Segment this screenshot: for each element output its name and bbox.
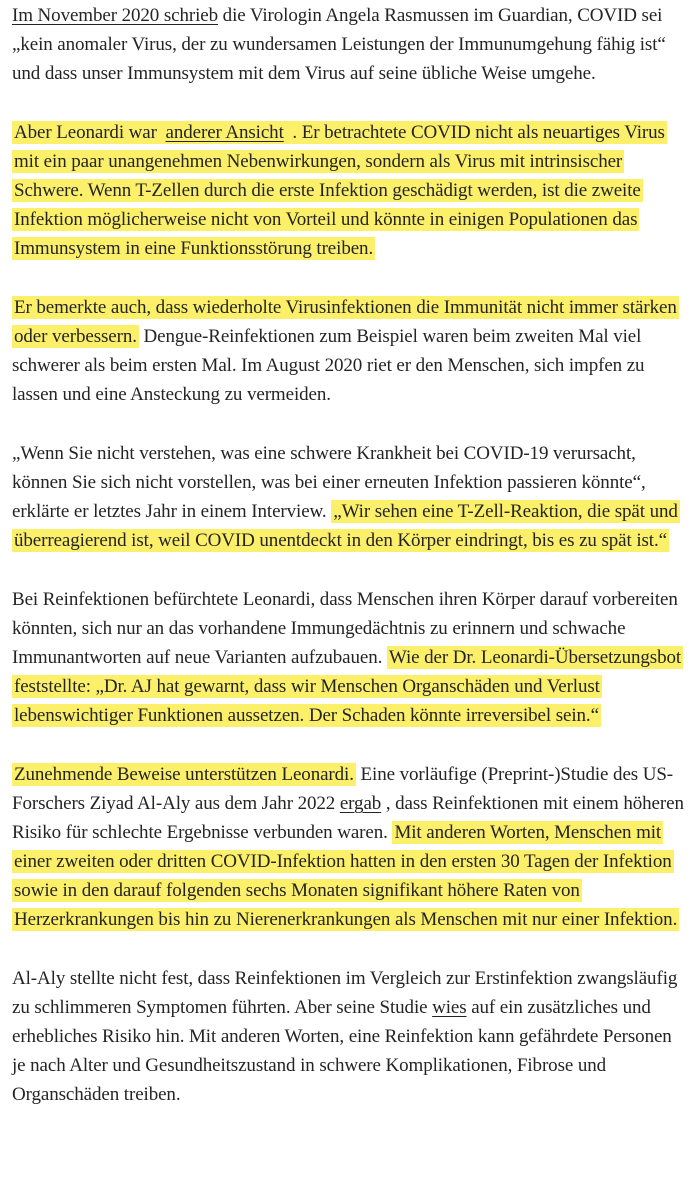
paragraph-4 xyxy=(12,439,686,555)
highlight-6a: Zunehmende Beweise unterstützen Leonardi. xyxy=(14,764,354,785)
link-wies[interactable]: wies xyxy=(432,997,467,1018)
highlight-6b: Mit anderen Worten, Menschen mit einer zweiten oder dritten COVID-Infektion hatten in den ersten 30 Tagen der Infektion sowie in den darauf folgenden sechs Monaten signifikant höhere Raten von Herzerkrankungen bis hin zu Nierenerkrankungen als Menschen mit nur einer Infektion. xyxy=(14,822,678,930)
paragraph-7-text-a: Al-Aly stellte nicht fest, dass Reinfektionen im Vergleich zur Erstinfektion zwangsläufig zu schlimmeren Symptomen führten. Aber seine Studie xyxy=(12,968,678,1018)
link-november-2020[interactable]: Im November 2020 schrieb xyxy=(12,5,219,26)
link-anderer-ansicht[interactable]: anderer Ansicht xyxy=(165,122,284,143)
highlight-4: „Wir sehen eine T-Zell-Reaktion, die spät und überreagierend ist, weil COVID unentdeckt in den Körper eindringt, bis es zu spät ist.“ xyxy=(14,501,678,551)
paragraph-1 xyxy=(12,1,686,88)
paragraph-5-text: Bei Reinfektionen befürchtete Leonardi, dass Menschen ihren Körper darauf vorbereiten könnten, sich nur an das vorhandene Immungedächtnis zu erinnern und schwache Immunantworten auf neue Varianten aufzubauen. xyxy=(12,589,678,668)
paragraph-7-text-b: auf ein zusätzliches und erhebliches Risiko hin. Mit anderen Worten, eine Reinfektion kann gefährdete Personen je nach Alter und Gesundheitszustand in schwere Komplikationen, Fibrose und Organschäden treiben. xyxy=(12,997,672,1105)
paragraph-3 xyxy=(12,293,686,409)
paragraph-6-text-a: Eine vorläufige (Preprint-)Studie des US-Forschers Ziyad Al-Aly aus dem Jahr 2022 xyxy=(12,764,674,814)
highlight-2a: Aber Leonardi war xyxy=(14,122,162,143)
paragraph-7 xyxy=(12,964,686,1109)
link-ergab[interactable]: ergab xyxy=(339,793,382,814)
paragraph-3-text: Dengue-Reinfektionen zum Beispiel waren beim zweiten Mal viel schwerer als beim ersten Mal. Im August 2020 riet er den Menschen, sich impfen zu lassen und eine Ansteckung zu vermeiden. xyxy=(12,326,645,405)
highlight-5: Wie der Dr. Leonardi-Übersetzungsbot feststellte: „Dr. AJ hat gewarnt, dass wir Menschen Organschäden und Verlust lebenswichtiger Funktionen aussetzen. Der Schaden könnte irreversibel sein.“ xyxy=(14,647,682,726)
highlight-2b: . Er betrachtete COVID nicht als neuartiges Virus mit ein paar unangenehmen Nebenwirkungen, sondern als Virus mit intrinsischer Schwere. Wenn T-Zellen durch die erste Infektion geschädigt werden, ist die zweite Infektion möglicherweise nicht von Vorteil und könnte in einigen Populationen das Immunsystem in eine Funktionsstörung treiben. xyxy=(14,122,665,259)
paragraph-4-text: „Wenn Sie nicht verstehen, was eine schwere Krankheit bei COVID-19 verursacht, können Sie sich nicht vorstellen, was bei einer erneuten Infektion passieren könnte“, erklärte er letztes Jahr in einem Interview. xyxy=(12,443,646,522)
paragraph-6 xyxy=(12,760,686,934)
article-body xyxy=(0,1,700,1109)
highlight-3: Er bemerkte auch, dass wiederholte Virusinfektionen die Immunität nicht immer stärken oder verbessern. xyxy=(14,297,677,347)
paragraph-1-text: die Virologin Angela Rasmussen im Guardian, COVID sei „kein anomaler Virus, der zu wundersamen Leistungen der Immunumgehung fähig ist“ und dass unser Immunsystem mit dem Virus auf seine übliche Weise umgehe. xyxy=(12,5,666,84)
paragraph-5 xyxy=(12,585,686,730)
paragraph-6-text-b: , dass Reinfektionen mit einem höheren Risiko für schlechte Ergebnisse verbunden waren. xyxy=(12,793,684,843)
paragraph-2 xyxy=(12,118,686,263)
